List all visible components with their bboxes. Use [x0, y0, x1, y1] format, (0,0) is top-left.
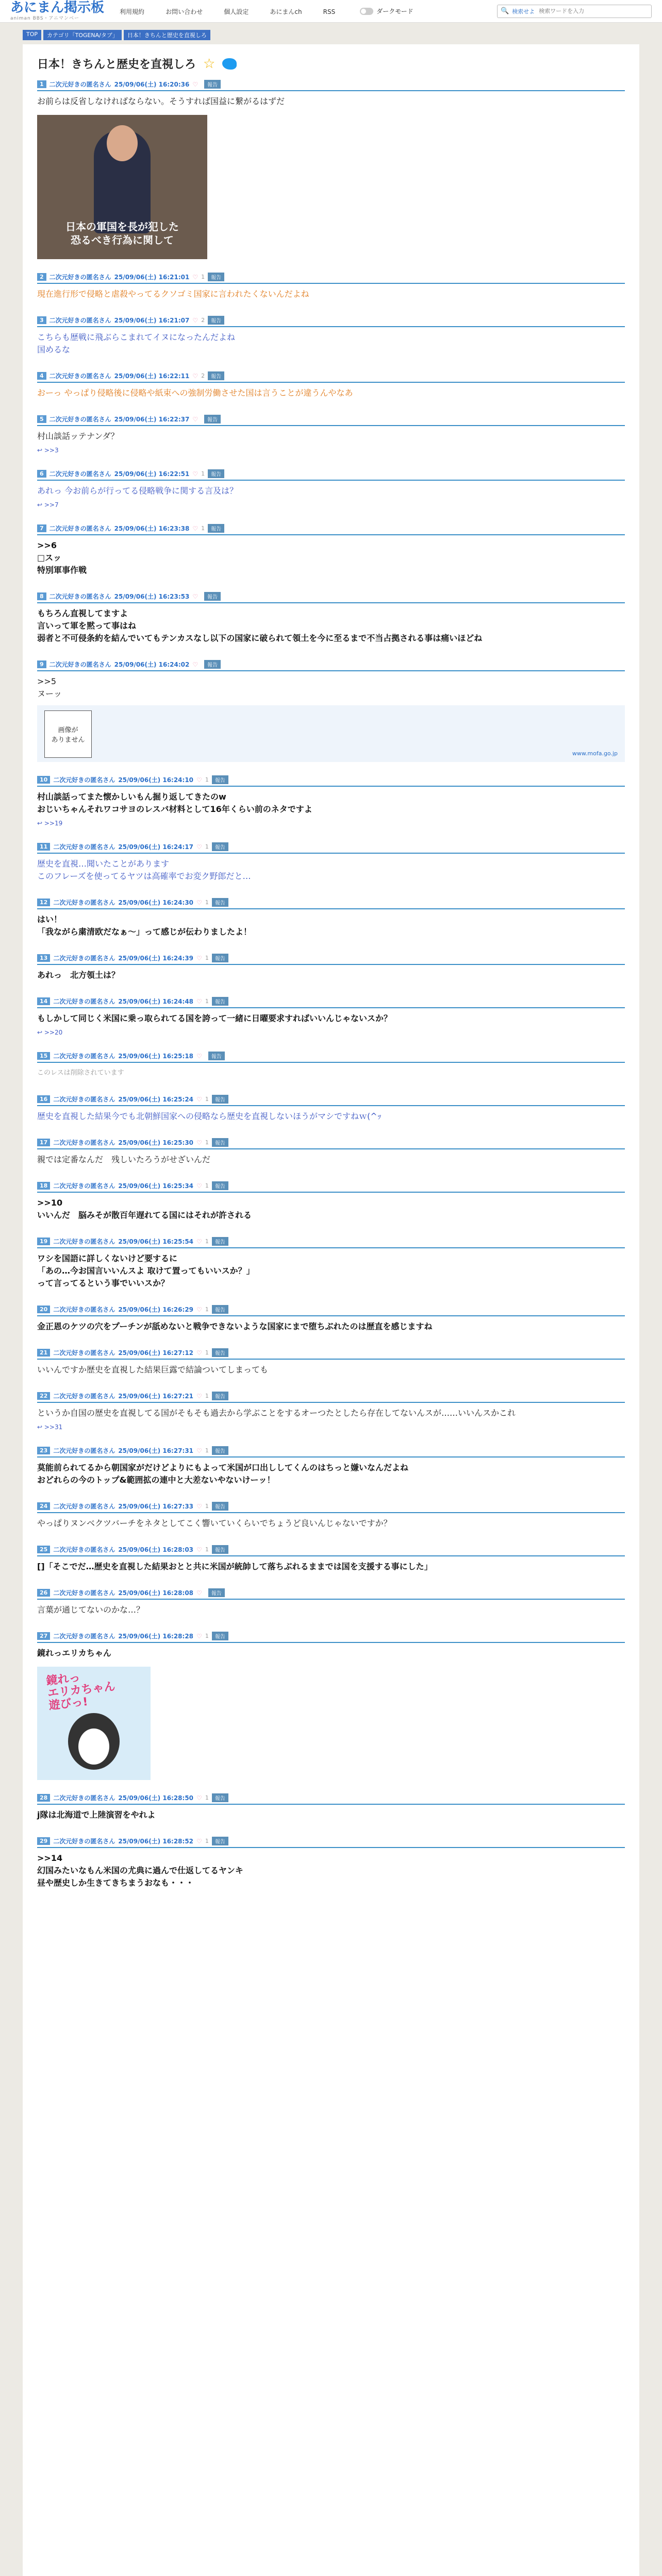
like-icon[interactable]: ♡	[192, 524, 198, 532]
like-icon[interactable]: ♡	[196, 1589, 202, 1597]
logo-text: あにまん掲示板	[10, 0, 105, 15]
post-date: 25/09/06(土) 16:24:02	[114, 661, 190, 668]
post-body: >>5 ヌーッ	[37, 676, 62, 699]
post-number[interactable]: 7	[37, 524, 46, 532]
post-item	[37, 1052, 625, 1081]
nav-animanch[interactable]: あにまんch	[270, 8, 302, 15]
post-header	[37, 1305, 625, 1316]
like-icon[interactable]: ♡	[196, 776, 202, 784]
search-box	[497, 5, 652, 18]
like-icon[interactable]: ♡	[192, 415, 198, 423]
poster-name: 二次元好きの匿名さん	[53, 1139, 115, 1146]
post-item	[37, 1138, 625, 1168]
post-item	[37, 1793, 625, 1823]
breadcrumb-top[interactable]: TOP	[23, 30, 41, 40]
poster-name: 二次元好きの匿名さん	[53, 1503, 115, 1510]
post-number[interactable]: 26	[37, 1589, 50, 1597]
report-button[interactable]: 報告	[212, 842, 228, 851]
report-button[interactable]: 報告	[212, 1392, 228, 1400]
poster-name: 二次元好きの匿名さん	[53, 1546, 115, 1553]
post-body: こちらも歴戦に飛ぶらこまれてイヌになったんだよね 国めるな	[37, 332, 236, 354]
search-label: 検索せよ	[512, 8, 535, 15]
report-button[interactable]: 報告	[208, 524, 224, 533]
post-body: 村山談話ッテナンダ？	[37, 431, 119, 441]
post-number[interactable]: 13	[37, 954, 50, 962]
reply-anchor[interactable]: ↩ >>7	[37, 501, 59, 509]
report-button[interactable]: 報告	[212, 1181, 228, 1190]
post-item	[37, 469, 625, 511]
post-date: 25/09/06(土) 16:28:52	[118, 1838, 194, 1845]
thread-main	[23, 44, 639, 2576]
search-icon[interactable]: 🔍	[501, 7, 509, 15]
post-body: 村山談話ってまた懐かしいもん掘り返してきたのw おじいちゃんそれワコサヨのレスバ材料として16年くらい前のネタですよ	[37, 792, 312, 814]
report-button[interactable]: 報告	[212, 1348, 228, 1357]
post-header	[37, 1095, 625, 1106]
post-date: 25/09/06(土) 16:24:17	[118, 843, 194, 851]
post-body: というか自国の歴史を直視してる国がそもそも過去から学ぶことをするオーつたとしたら存在してないんスが……いいんスかこれ	[37, 1408, 516, 1418]
post-number[interactable]: 2	[37, 273, 46, 281]
poster-name: 二次元好きの匿名さん	[49, 525, 111, 532]
post-body: お前らは反省しなければならない。そうすれば国益に繋がるはずだ	[37, 96, 285, 106]
post-number[interactable]: 17	[37, 1139, 50, 1146]
post-date: 25/09/06(土) 16:23:53	[114, 593, 190, 600]
post-number[interactable]: 8	[37, 592, 46, 600]
post-header	[37, 1138, 625, 1149]
post-date: 25/09/06(土) 16:25:30	[118, 1139, 194, 1146]
like-icon[interactable]: ♡	[192, 372, 198, 380]
post-date: 25/09/06(土) 16:25:24	[118, 1096, 194, 1103]
post-item	[37, 273, 625, 302]
top-bar	[0, 0, 662, 23]
like-count: 1	[205, 776, 209, 783]
post-number[interactable]: 18	[37, 1182, 50, 1190]
post-item	[37, 80, 625, 259]
post-item	[37, 316, 625, 358]
post-body: ワシを国語に詳しくないけど要するに 「あの…今お国言いいんスよ 取けて置ってもいいスか？」 って言ってるという事でいいスか？	[37, 1253, 255, 1288]
like-icon[interactable]: ♡	[196, 1052, 202, 1060]
post-item	[37, 842, 625, 885]
like-icon[interactable]: ♡	[196, 1182, 202, 1190]
like-count: 1	[205, 1838, 209, 1844]
reply-anchor[interactable]: ↩ >>3	[37, 447, 59, 454]
like-count: 1	[205, 1306, 209, 1313]
post-header	[37, 954, 625, 965]
report-button[interactable]: 報告	[212, 1095, 228, 1104]
post-item	[37, 660, 625, 762]
poster-name: 二次元好きの匿名さん	[49, 470, 111, 478]
like-count: 1	[205, 1447, 209, 1454]
post-number[interactable]: 9	[37, 660, 46, 668]
toggle-switch[interactable]	[360, 8, 373, 15]
report-button[interactable]: 報告	[212, 775, 228, 784]
report-button[interactable]: 報告	[204, 415, 221, 423]
post-number[interactable]: 3	[37, 316, 46, 324]
report-button[interactable]: 報告	[204, 80, 221, 89]
post-header	[37, 660, 625, 671]
post-date: 25/09/06(土) 16:28:08	[118, 1589, 194, 1597]
post-date: 25/09/06(土) 16:20:36	[114, 81, 190, 88]
post-date: 25/09/06(土) 16:21:07	[114, 317, 190, 324]
post-item	[37, 1588, 625, 1618]
post-date: 25/09/06(土) 16:24:10	[118, 776, 194, 784]
like-icon[interactable]: ♡	[196, 1502, 202, 1510]
post-body: おーっ やっぱり侵略後に侵略や紙束への強制労働させた国は言うことが違うんやなあ	[37, 388, 353, 398]
post-number[interactable]: 21	[37, 1349, 50, 1357]
like-count: 2	[201, 317, 205, 324]
poster-name: 二次元好きの匿名さん	[53, 843, 115, 851]
reply-anchor[interactable]: ↩ >>31	[37, 1423, 63, 1431]
poster-name: 二次元好きの匿名さん	[53, 1053, 115, 1060]
post-image[interactable]	[37, 115, 207, 259]
like-icon[interactable]: ♡	[196, 1447, 202, 1454]
post-date: 25/09/06(土) 16:28:28	[118, 1633, 194, 1640]
post-body: もちろん直視してますよ 言いって軍を黙って事はね 弱者と不可侵条約を結んでいてもテンカスなし以下の国家に破られて領土を今に至るまで不当占拠される事は痛いほどね	[37, 608, 483, 643]
post-header	[37, 1632, 625, 1643]
like-count: 1	[205, 1393, 209, 1399]
post-number[interactable]: 4	[37, 372, 46, 380]
post-number[interactable]: 11	[37, 843, 50, 851]
report-button[interactable]: 報告	[204, 660, 221, 669]
post-number[interactable]: 5	[37, 415, 46, 423]
like-icon[interactable]: ♡	[192, 80, 198, 88]
post-number[interactable]: 14	[37, 997, 50, 1005]
nav-terms[interactable]: 利用規約	[120, 8, 145, 15]
poster-name: 二次元好きの匿名さん	[53, 1306, 115, 1313]
top-nav	[120, 6, 354, 16]
like-count: 1	[205, 1238, 209, 1245]
post-number[interactable]: 23	[37, 1447, 50, 1454]
nav-settings[interactable]: 個人設定	[224, 8, 249, 15]
poster-name: 二次元好きの匿名さん	[53, 1447, 115, 1454]
post-header	[37, 469, 625, 481]
post-date: 25/09/06(土) 16:22:37	[114, 416, 190, 423]
like-icon[interactable]: ♡	[196, 1837, 202, 1845]
post-date: 25/09/06(土) 16:22:51	[114, 470, 190, 478]
post-date: 25/09/06(土) 16:27:33	[118, 1503, 194, 1510]
post-item	[37, 1305, 625, 1335]
post-header	[37, 1181, 625, 1193]
post-item	[37, 898, 625, 940]
like-count: 1	[205, 843, 209, 850]
poster-name: 二次元好きの匿名さん	[49, 317, 111, 324]
like-count: 1	[205, 1633, 209, 1639]
reply-anchor-text[interactable]: >>7	[44, 501, 59, 509]
like-icon[interactable]: ♡	[196, 1546, 202, 1553]
like-count: 1	[205, 1503, 209, 1510]
report-button[interactable]: 報告	[212, 1632, 228, 1640]
post-header	[37, 1392, 625, 1403]
thread-header	[37, 56, 625, 72]
like-count: 1	[205, 899, 209, 906]
post-date: 25/09/06(土) 16:27:31	[118, 1447, 194, 1454]
post-number[interactable]: 28	[37, 1794, 50, 1802]
site-logo[interactable]	[10, 1, 104, 21]
poster-name: 二次元好きの匿名さん	[53, 1349, 115, 1357]
reply-anchor[interactable]: ↩ >>19	[37, 820, 63, 827]
like-icon[interactable]: ♡	[192, 273, 198, 281]
report-button[interactable]: 報告	[212, 1837, 228, 1845]
twitter-share-icon[interactable]	[222, 58, 237, 70]
post-date: 25/09/06(土) 16:26:29	[118, 1306, 194, 1313]
post-number[interactable]: 29	[37, 1837, 50, 1845]
post-item	[37, 524, 625, 579]
poster-name: 二次元好きの匿名さん	[53, 1794, 115, 1802]
like-count: 1	[205, 1794, 209, 1801]
post-body: 歴史を直視…聞いたことがあります このフレーズを使ってるヤツは高確率でお変ク野郎だと…	[37, 859, 251, 881]
dark-mode-toggle[interactable]	[357, 7, 413, 15]
report-button[interactable]: 報告	[212, 1502, 228, 1511]
report-button[interactable]: 報告	[212, 1305, 228, 1314]
post-date: 25/09/06(土) 16:28:03	[118, 1546, 194, 1553]
post-body: []「そこでだ…歴史を直視した結果おとと共に米国が統帥して落ちぶれるままでは国を支援する事にした」	[37, 1562, 433, 1571]
report-button[interactable]: 報告	[208, 469, 224, 478]
report-button[interactable]: 報告	[212, 1545, 228, 1554]
post-header	[37, 1502, 625, 1513]
post-number[interactable]: 10	[37, 776, 50, 784]
post-body: もしかして同じく米国に乗っ取られてる国を誇って一緒に日曜要求すればいいんじゃないスか？	[37, 1013, 392, 1023]
poster-name: 二次元好きの匿名さん	[49, 81, 111, 88]
poster-name: 二次元好きの匿名さん	[53, 1182, 115, 1190]
image-text: 鏡れっ エリカちゃん 遊びっ!	[45, 1671, 116, 1713]
like-count: 1	[205, 1349, 209, 1356]
post-body: やっぱりヌンベクツバーチをネタとしてこく響いていくらいでちょうど良いんじゃないですか？	[37, 1518, 392, 1528]
nav-contact[interactable]: お問い合わせ	[166, 8, 203, 15]
reply-anchor-text[interactable]: >>19	[44, 820, 63, 827]
post-date: 25/09/06(土) 16:24:30	[118, 899, 194, 906]
post-item	[37, 1095, 625, 1125]
post-item	[37, 775, 625, 829]
report-button[interactable]: 報告	[212, 1138, 228, 1147]
link-preview[interactable]	[37, 705, 625, 762]
post-header	[37, 842, 625, 854]
like-icon[interactable]: ♡	[196, 1794, 202, 1802]
post-number[interactable]: 15	[37, 1052, 50, 1060]
post-body: 現在進行形で侵略と虐殺やってるクソゴミ国家に言われたくないんだよね	[37, 289, 309, 299]
post-date: 25/09/06(土) 16:27:12	[118, 1349, 194, 1357]
post-header	[37, 1052, 625, 1063]
report-button[interactable]: 報告	[212, 997, 228, 1006]
like-icon[interactable]: ♡	[192, 316, 198, 324]
post-item	[37, 1348, 625, 1378]
post-date: 25/09/06(土) 16:28:50	[118, 1794, 194, 1802]
post-header	[37, 898, 625, 909]
like-icon[interactable]: ♡	[196, 843, 202, 851]
post-date: 25/09/06(土) 16:25:54	[118, 1238, 194, 1245]
post-item	[37, 1545, 625, 1575]
report-button[interactable]: 報告	[212, 898, 228, 907]
post-body: いいんですか歴史を直視した結果巨露で結論ついてしまっても	[37, 1365, 269, 1375]
link-url[interactable]: www.mofa.go.jp	[572, 750, 618, 757]
no-image-placeholder: 画像が ありません	[44, 710, 92, 758]
post-body: j隊は北海道で上陸演習をやれよ	[37, 1810, 156, 1820]
report-button[interactable]: 報告	[208, 1052, 225, 1060]
like-icon[interactable]: ♡	[196, 1095, 202, 1103]
like-icon[interactable]: ♡	[192, 592, 198, 600]
like-count: 1	[205, 1182, 209, 1189]
post-date: 25/09/06(土) 16:24:48	[118, 998, 194, 1005]
post-number[interactable]: 20	[37, 1306, 50, 1313]
poster-name: 二次元好きの匿名さん	[53, 776, 115, 784]
report-button[interactable]: 報告	[208, 371, 224, 380]
post-header	[37, 273, 625, 284]
post-number[interactable]: 12	[37, 899, 50, 906]
like-count: 1	[201, 470, 205, 477]
post-item	[37, 592, 625, 647]
post-header	[37, 1837, 625, 1848]
like-count: 1	[205, 1546, 209, 1553]
post-body: あれっ 北方領土は？	[37, 970, 120, 980]
post-header	[37, 1588, 625, 1600]
post-number[interactable]: 1	[37, 80, 46, 88]
report-button[interactable]: 報告	[212, 1446, 228, 1455]
post-body: 鏡れっエリカちゃん	[37, 1648, 111, 1658]
like-count: 1	[205, 955, 209, 961]
post-item	[37, 1392, 625, 1433]
like-icon[interactable]: ♡	[196, 997, 202, 1005]
post-item	[37, 1237, 625, 1292]
dark-mode-label: ダークモード	[376, 8, 413, 15]
post-header	[37, 415, 625, 426]
post-date: 25/09/06(土) 16:24:39	[118, 955, 194, 962]
post-date: 25/09/06(土) 16:21:01	[114, 274, 190, 281]
like-icon[interactable]: ♡	[196, 1392, 202, 1400]
post-header	[37, 775, 625, 787]
post-item	[37, 1837, 625, 1891]
post-body: 言葉が通じてないのかな…？	[37, 1605, 145, 1615]
thread-title: 日本！きちんと歴史を直視しろ	[37, 58, 196, 71]
like-icon[interactable]: ♡	[196, 954, 202, 962]
post-number[interactable]: 19	[37, 1238, 50, 1245]
post-header	[37, 371, 625, 383]
reply-anchor[interactable]: ↩ >>20	[37, 1029, 63, 1036]
post-item	[37, 1446, 625, 1488]
poster-name: 二次元好きの匿名さん	[49, 593, 111, 600]
report-button[interactable]: 報告	[212, 1793, 228, 1802]
like-icon[interactable]: ♡	[196, 1632, 202, 1640]
post-body: 金正恩のケツの穴をプーチンが舐めないと戦争できないような国家にまで堕ちぶれたのは歴直を感じますね	[37, 1321, 433, 1331]
post-body: はい！ 「我ながら粛清欧だなぁ～」って感じが伝わりましたよ！	[37, 914, 252, 937]
post-item	[37, 371, 625, 401]
like-count: 1	[201, 525, 205, 532]
like-count: 1	[205, 998, 209, 1005]
post-item	[37, 1181, 625, 1224]
report-button[interactable]: 報告	[208, 273, 224, 281]
post-body: あれっ 今お前らが行ってる侵略戦争に関する言及は？	[37, 486, 238, 496]
like-count: 1	[205, 1096, 209, 1103]
poster-name: 二次元好きの匿名さん	[49, 372, 111, 380]
search-input[interactable]	[538, 7, 648, 15]
like-icon[interactable]: ♡	[196, 1349, 202, 1357]
post-header	[37, 1793, 625, 1805]
post-number[interactable]: 24	[37, 1502, 50, 1510]
post-body: このレスは削除されています	[37, 1069, 124, 1077]
post-body: 親では定番なんだ 残しいたろうがせざいんだ	[37, 1155, 211, 1164]
post-date: 25/09/06(土) 16:25:34	[118, 1182, 194, 1190]
poster-name: 二次元好きの匿名さん	[53, 899, 115, 906]
poster-name: 二次元好きの匿名さん	[53, 998, 115, 1005]
post-date: 25/09/06(土) 16:22:11	[114, 372, 190, 380]
poster-name: 二次元好きの匿名さん	[53, 1393, 115, 1400]
post-image[interactable]	[37, 1667, 151, 1780]
nav-rss[interactable]: RSS	[323, 8, 336, 15]
report-button[interactable]: 報告	[204, 592, 221, 601]
post-date: 25/09/06(土) 16:23:38	[114, 525, 190, 532]
report-button[interactable]: 報告	[208, 316, 224, 325]
post-header	[37, 592, 625, 603]
poster-name: 二次元好きの匿名さん	[53, 1633, 115, 1640]
poster-name: 二次元好きの匿名さん	[49, 416, 111, 423]
poster-name: 二次元好きの匿名さん	[53, 955, 115, 962]
breadcrumb-category[interactable]: カテゴリ「TOGENA/タブ」	[43, 30, 122, 40]
post-body: 歴史を直視した結果今でも北朝鮮国家への侵略なら歴史を直視しないほうがマシですねｗ(^ｯ	[37, 1111, 382, 1121]
like-icon[interactable]: ♡	[196, 1306, 202, 1313]
report-button[interactable]: 報告	[212, 954, 228, 962]
reply-anchor-text[interactable]: >>3	[44, 447, 59, 454]
post-header	[37, 1237, 625, 1248]
post-header	[37, 1348, 625, 1360]
post-number[interactable]: 25	[37, 1546, 50, 1553]
post-header	[37, 1446, 625, 1458]
like-icon[interactable]: ♡	[196, 899, 202, 906]
post-header	[37, 997, 625, 1008]
post-header	[37, 1545, 625, 1556]
like-icon[interactable]: ♡	[196, 1139, 202, 1146]
reply-anchor-text[interactable]: >>31	[44, 1423, 63, 1431]
poster-name: 二次元好きの匿名さん	[53, 1238, 115, 1245]
post-number[interactable]: 27	[37, 1632, 50, 1640]
post-item	[37, 1502, 625, 1532]
like-count: 1	[205, 1139, 209, 1146]
image-caption: 日本の軍国を長が犯した 恐るべき行為に関して	[65, 221, 179, 246]
breadcrumb	[0, 23, 662, 40]
poster-name: 二次元好きの匿名さん	[49, 661, 111, 668]
poster-name: 二次元好きの匿名さん	[53, 1589, 115, 1597]
post-date: 25/09/06(土) 16:25:18	[118, 1053, 194, 1060]
post-header	[37, 316, 625, 327]
post-item	[37, 415, 625, 456]
post-body: >>14 幻国みたいなもん米国の尤典に過んで仕返してるヤンキ 昼や歴史しか生きてきちまうおなも・・・	[37, 1853, 243, 1888]
like-icon[interactable]: ♡	[192, 470, 198, 478]
post-header	[37, 80, 625, 91]
post-date: 25/09/06(土) 16:27:21	[118, 1393, 194, 1400]
poster-name: 二次元好きの匿名さん	[53, 1838, 115, 1845]
post-item	[37, 954, 625, 984]
reply-anchor-text[interactable]: >>20	[44, 1029, 63, 1036]
post-number[interactable]: 6	[37, 470, 46, 478]
post-header	[37, 524, 625, 535]
post-body: 莫能前られてるから朝国家がだけどよりにもよって米国が口出ししてくんのはちっと嫌いなんだよね おどれらの今のトップ&範囲拡の連中と大差ないやないけーッ！	[37, 1463, 409, 1485]
favorite-star-icon[interactable]: ☆	[203, 56, 216, 72]
post-list	[37, 80, 625, 1891]
report-button[interactable]: 報告	[208, 1588, 225, 1597]
post-number[interactable]: 16	[37, 1095, 50, 1103]
poster-name: 二次元好きの匿名さん	[49, 274, 111, 281]
like-count: 2	[201, 372, 205, 379]
post-item	[37, 997, 625, 1038]
like-count: 1	[201, 274, 205, 280]
like-icon[interactable]: ♡	[192, 660, 198, 668]
like-icon[interactable]: ♡	[196, 1238, 202, 1245]
post-body: >>6 □スッ 特別軍事作戦	[37, 540, 87, 575]
post-number[interactable]: 22	[37, 1392, 50, 1400]
post-item	[37, 1632, 625, 1780]
logo-subtitle: animan BBS・アニマンベー	[10, 16, 80, 21]
post-body: >>10 いいんだ 脳みそが散百年遅れてる国にはそれが許される	[37, 1198, 252, 1220]
breadcrumb-thread[interactable]: 日本！きちんと歴史を直視しろ	[124, 30, 210, 40]
poster-name: 二次元好きの匿名さん	[53, 1096, 115, 1103]
report-button[interactable]: 報告	[212, 1237, 228, 1246]
